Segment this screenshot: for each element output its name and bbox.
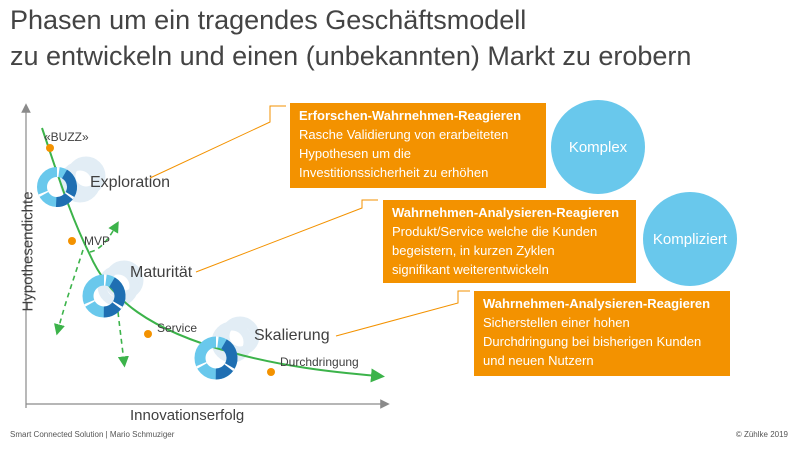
milestone-label-penetration: Durchdringung — [280, 355, 359, 369]
milestone-dot-service — [144, 330, 152, 338]
milestone-dot-buzz — [46, 144, 54, 152]
branch-curve-1 — [58, 250, 83, 330]
box-line: Sicherstellen einer hohen — [483, 315, 630, 330]
box-line: Rasche Validierung von erarbeiteten — [299, 127, 509, 142]
phase-box-exploration — [290, 103, 546, 188]
milestone-label-mvp: MVP — [84, 234, 111, 248]
box-heading: Wahrnehmen-Analysieren-Reagieren — [483, 296, 711, 311]
box-line: Durchdringung bei bisherigen Kunden — [483, 334, 702, 349]
x-axis-label: Innovationserfolg — [130, 407, 245, 424]
title-line-2: zu entwickeln und einen (unbekannten) Markt zu erobern — [10, 41, 692, 71]
box-line: signifikant weiterentwickeln — [392, 262, 549, 277]
domain-label-complex: Komplex — [568, 138, 628, 156]
connector-scaling — [336, 291, 470, 336]
milestone-label-service: Service — [157, 321, 198, 335]
y-axis-label: Hypothesendichte — [19, 191, 37, 312]
connector-maturity — [196, 200, 378, 272]
phase-box-maturity — [383, 200, 636, 283]
domain-label-complicated: Kompliziert — [652, 230, 728, 248]
phase-box-scaling — [474, 291, 730, 376]
title-line-1: Phasen um ein tragendes Geschäftsmodell — [10, 5, 527, 35]
milestone-label-buzz: «BUZZ» — [44, 130, 89, 144]
footer-right: © Zühlke 2019 — [735, 430, 788, 439]
box-line: begeistern, in kurzen Zyklen — [392, 243, 555, 258]
milestone-dot-penetration — [267, 368, 275, 376]
phase-label-scaling: Skalierung — [254, 327, 330, 344]
footer-left: Smart Connected Solution | Mario Schmuziger — [10, 430, 175, 439]
domain-circle-complicated — [643, 192, 737, 286]
box-line: und neuen Nutzern — [483, 353, 594, 368]
milestone-dot-mvp — [68, 237, 76, 245]
box-line: Produkt/Service welche die Kunden — [392, 224, 598, 239]
branch-curve-3 — [118, 312, 124, 362]
connector-exploration — [150, 106, 286, 178]
phase-label-maturity: Maturität — [130, 264, 193, 281]
box-heading: Erforschen-Wahrnehmen-Reagieren — [299, 108, 522, 123]
box-line: Hypothesen um die — [299, 146, 412, 161]
domain-circle-complex — [551, 100, 645, 194]
box-line: Investitionssicherheit zu erhöhen — [299, 165, 489, 180]
box-heading: Wahrnehmen-Analysieren-Reagieren — [392, 205, 620, 220]
phase-label-exploration: Exploration — [90, 174, 171, 191]
